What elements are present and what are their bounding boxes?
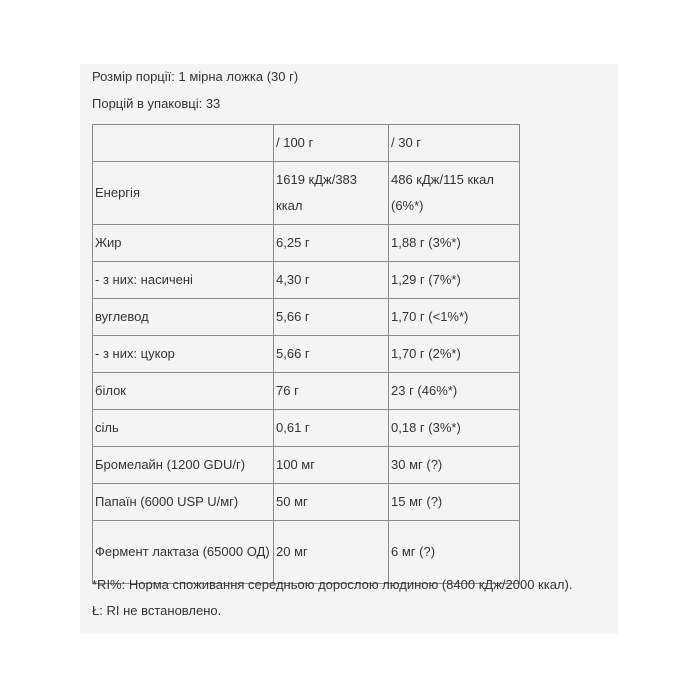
value-per-100g: 76 г bbox=[274, 373, 389, 410]
table-row bbox=[93, 447, 520, 484]
table-row bbox=[93, 521, 520, 584]
value-per-30g: 486 кДж/115 ккал (6%*) bbox=[389, 162, 520, 225]
nutrient-name: Жир bbox=[93, 225, 274, 262]
value-per-30g: 30 мг (?) bbox=[389, 447, 520, 484]
value-per-100g: 50 мг bbox=[274, 484, 389, 521]
table-row bbox=[93, 410, 520, 447]
table-row bbox=[93, 225, 520, 262]
value-per-30g: 0,18 г (3%*) bbox=[389, 410, 520, 447]
value-per-30g: 1,70 г (2%*) bbox=[389, 336, 520, 373]
nutrient-name: - з них: насичені bbox=[93, 262, 274, 299]
footnote-ri: *RI%: Норма споживання середньою дорослою людиною (8400 кДж/2000 ккал). bbox=[92, 577, 573, 592]
value-per-100g: 6,25 г bbox=[274, 225, 389, 262]
value-per-100g: 4,30 г bbox=[274, 262, 389, 299]
value-per-100g: 1619 кДж/383 ккал bbox=[274, 162, 389, 225]
footnote-not-established: Ł: RI не встановлено. bbox=[92, 603, 222, 618]
nutrient-name: білок bbox=[93, 373, 274, 410]
header-cell-nutrient bbox=[93, 125, 274, 162]
value-per-100g: 5,66 г bbox=[274, 336, 389, 373]
table-row bbox=[93, 299, 520, 336]
nutrient-name: - з них: цукор bbox=[93, 336, 274, 373]
nutrient-name: Енергія bbox=[93, 162, 274, 225]
nutrient-name: вуглевод bbox=[93, 299, 274, 336]
value-per-30g: 1,70 г (<1%*) bbox=[389, 299, 520, 336]
value-per-30g: 23 г (46%*) bbox=[389, 373, 520, 410]
header-cell-per-30g: / 30 г bbox=[389, 125, 520, 162]
serving-size: Розмір порції: 1 мірна ложка (30 г) bbox=[92, 69, 299, 84]
table-row bbox=[93, 484, 520, 521]
value-per-100g: 5,66 г bbox=[274, 299, 389, 336]
nutrition-table bbox=[92, 124, 520, 584]
value-per-30g: 1,88 г (3%*) bbox=[389, 225, 520, 262]
header-cell-per-100g: / 100 г bbox=[274, 125, 389, 162]
value-per-30g: 1,29 г (7%*) bbox=[389, 262, 520, 299]
value-per-100g: 20 мг bbox=[274, 521, 389, 584]
table-row bbox=[93, 336, 520, 373]
table-row bbox=[93, 262, 520, 299]
value-per-100g: 0,61 г bbox=[274, 410, 389, 447]
table-row bbox=[93, 373, 520, 410]
nutrient-name: Бромелайн (1200 GDU/г) bbox=[93, 447, 274, 484]
nutrient-name: Фермент лактаза (65000 ОД) bbox=[93, 521, 274, 584]
value-per-30g: 6 мг (?) bbox=[389, 521, 520, 584]
nutrient-name: сіль bbox=[93, 410, 274, 447]
table-row bbox=[93, 162, 520, 225]
table-header-row bbox=[93, 125, 520, 162]
servings-per-pack: Порцій в упаковці: 33 bbox=[92, 96, 221, 111]
value-per-30g: 15 мг (?) bbox=[389, 484, 520, 521]
value-per-100g: 100 мг bbox=[274, 447, 389, 484]
nutrient-name: Папаїн (6000 USP U/мг) bbox=[93, 484, 274, 521]
